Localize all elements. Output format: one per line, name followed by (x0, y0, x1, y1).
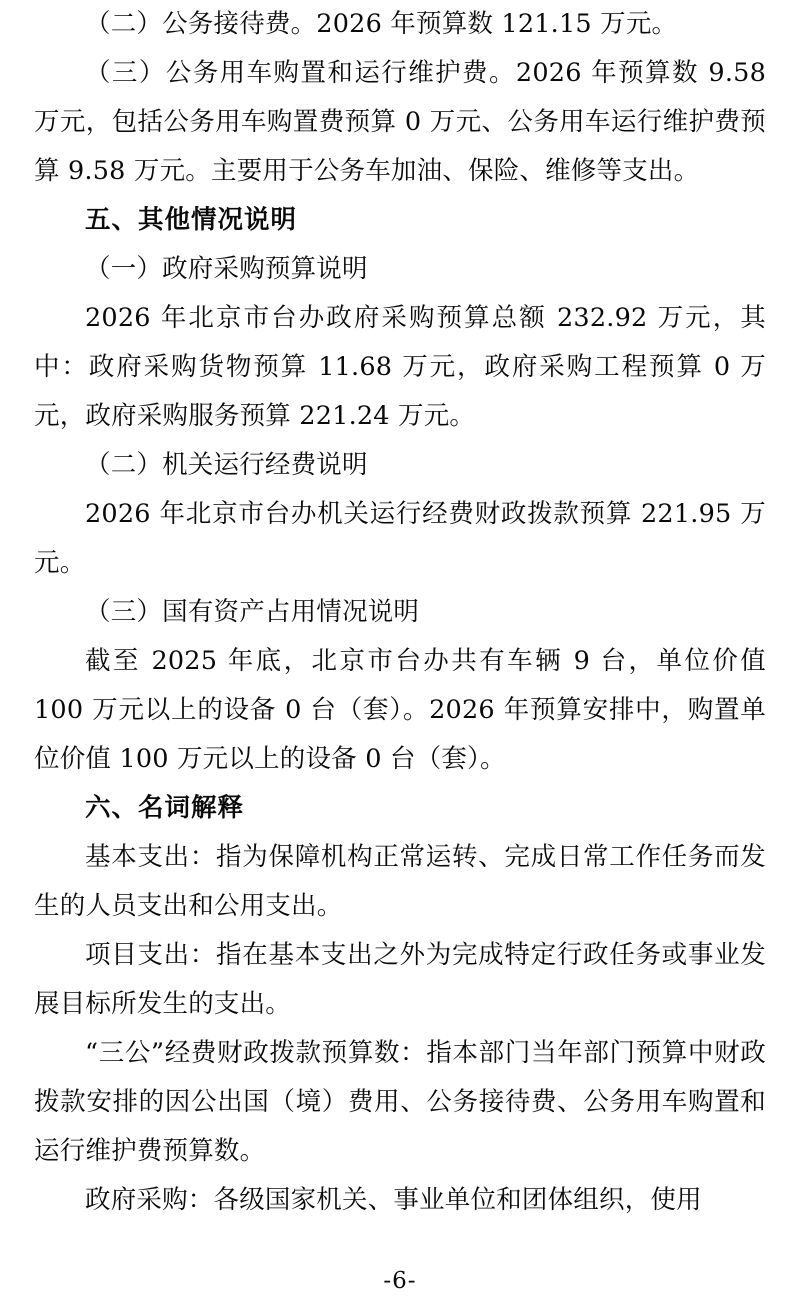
heading-glossary: 六、名词解释 (85, 793, 245, 823)
paragraph-government-procurement-budget: 2026 年北京市台办政府采购预算总额 232.92 万元，其中：政府采购货物预算 11.68 万元，政府采购工程预算 0 万元，政府采购服务预算 221.24 万元。 (34, 303, 766, 431)
paragraph-state-owned-assets: 截至 2025 年底，北京市台办共有车辆 9 台，单位价值 100 万元以上的设备 0 台（套）。2026 年预算安排中，购置单位价值 100 万元以上的设备 0 台（套）。 (34, 646, 766, 774)
page-number: -6- (383, 1268, 417, 1294)
paragraph-basic-expenditure: 基本支出：指为保障机构正常运转、完成日常工作任务而发生的人员支出和公用支出。 (34, 842, 766, 921)
paragraph-project-expenditure: 项目支出：指在基本支出之外为完成特定行政任务或事业发展目标所发生的支出。 (34, 940, 766, 1019)
subheading-government-procurement-budget: （一）政府采购预算说明 (85, 254, 368, 284)
heading-other-notes: 五、其他情况说明 (85, 205, 298, 235)
subheading-state-owned-assets: （三）国有资产占用情况说明 (85, 597, 420, 627)
paragraph-government-procurement-definition: 政府采购：各级国家机关、事业单位和团体组织，使用 (85, 1185, 702, 1215)
subheading-agency-operating-expenses: （二）机关运行经费说明 (85, 450, 368, 480)
paragraph-agency-operating-expenses: 2026 年北京市台办机关运行经费财政拨款预算 221.95 万元。 (34, 499, 766, 578)
paragraph-three-public-expenses: “三公”经费财政拨款预算数：指本部门当年部门预算中财政拨款安排的因公出国（境）费用、公务接待费、公务用车购置和运行维护费预算数。 (34, 1038, 766, 1166)
paragraph-official-vehicle-fee: （三）公务用车购置和运行维护费。2026 年预算数 9.58 万元，包括公务用车购置费预算 0 万元、公务用车运行维护费预算 9.58 万元。主要用于公务车加油、保险、维修等支出。 (34, 58, 766, 186)
document-body (34, 0, 766, 1225)
paragraph-official-reception-fee: （二）公务接待费。2026 年预算数 121.15 万元。 (85, 9, 678, 39)
